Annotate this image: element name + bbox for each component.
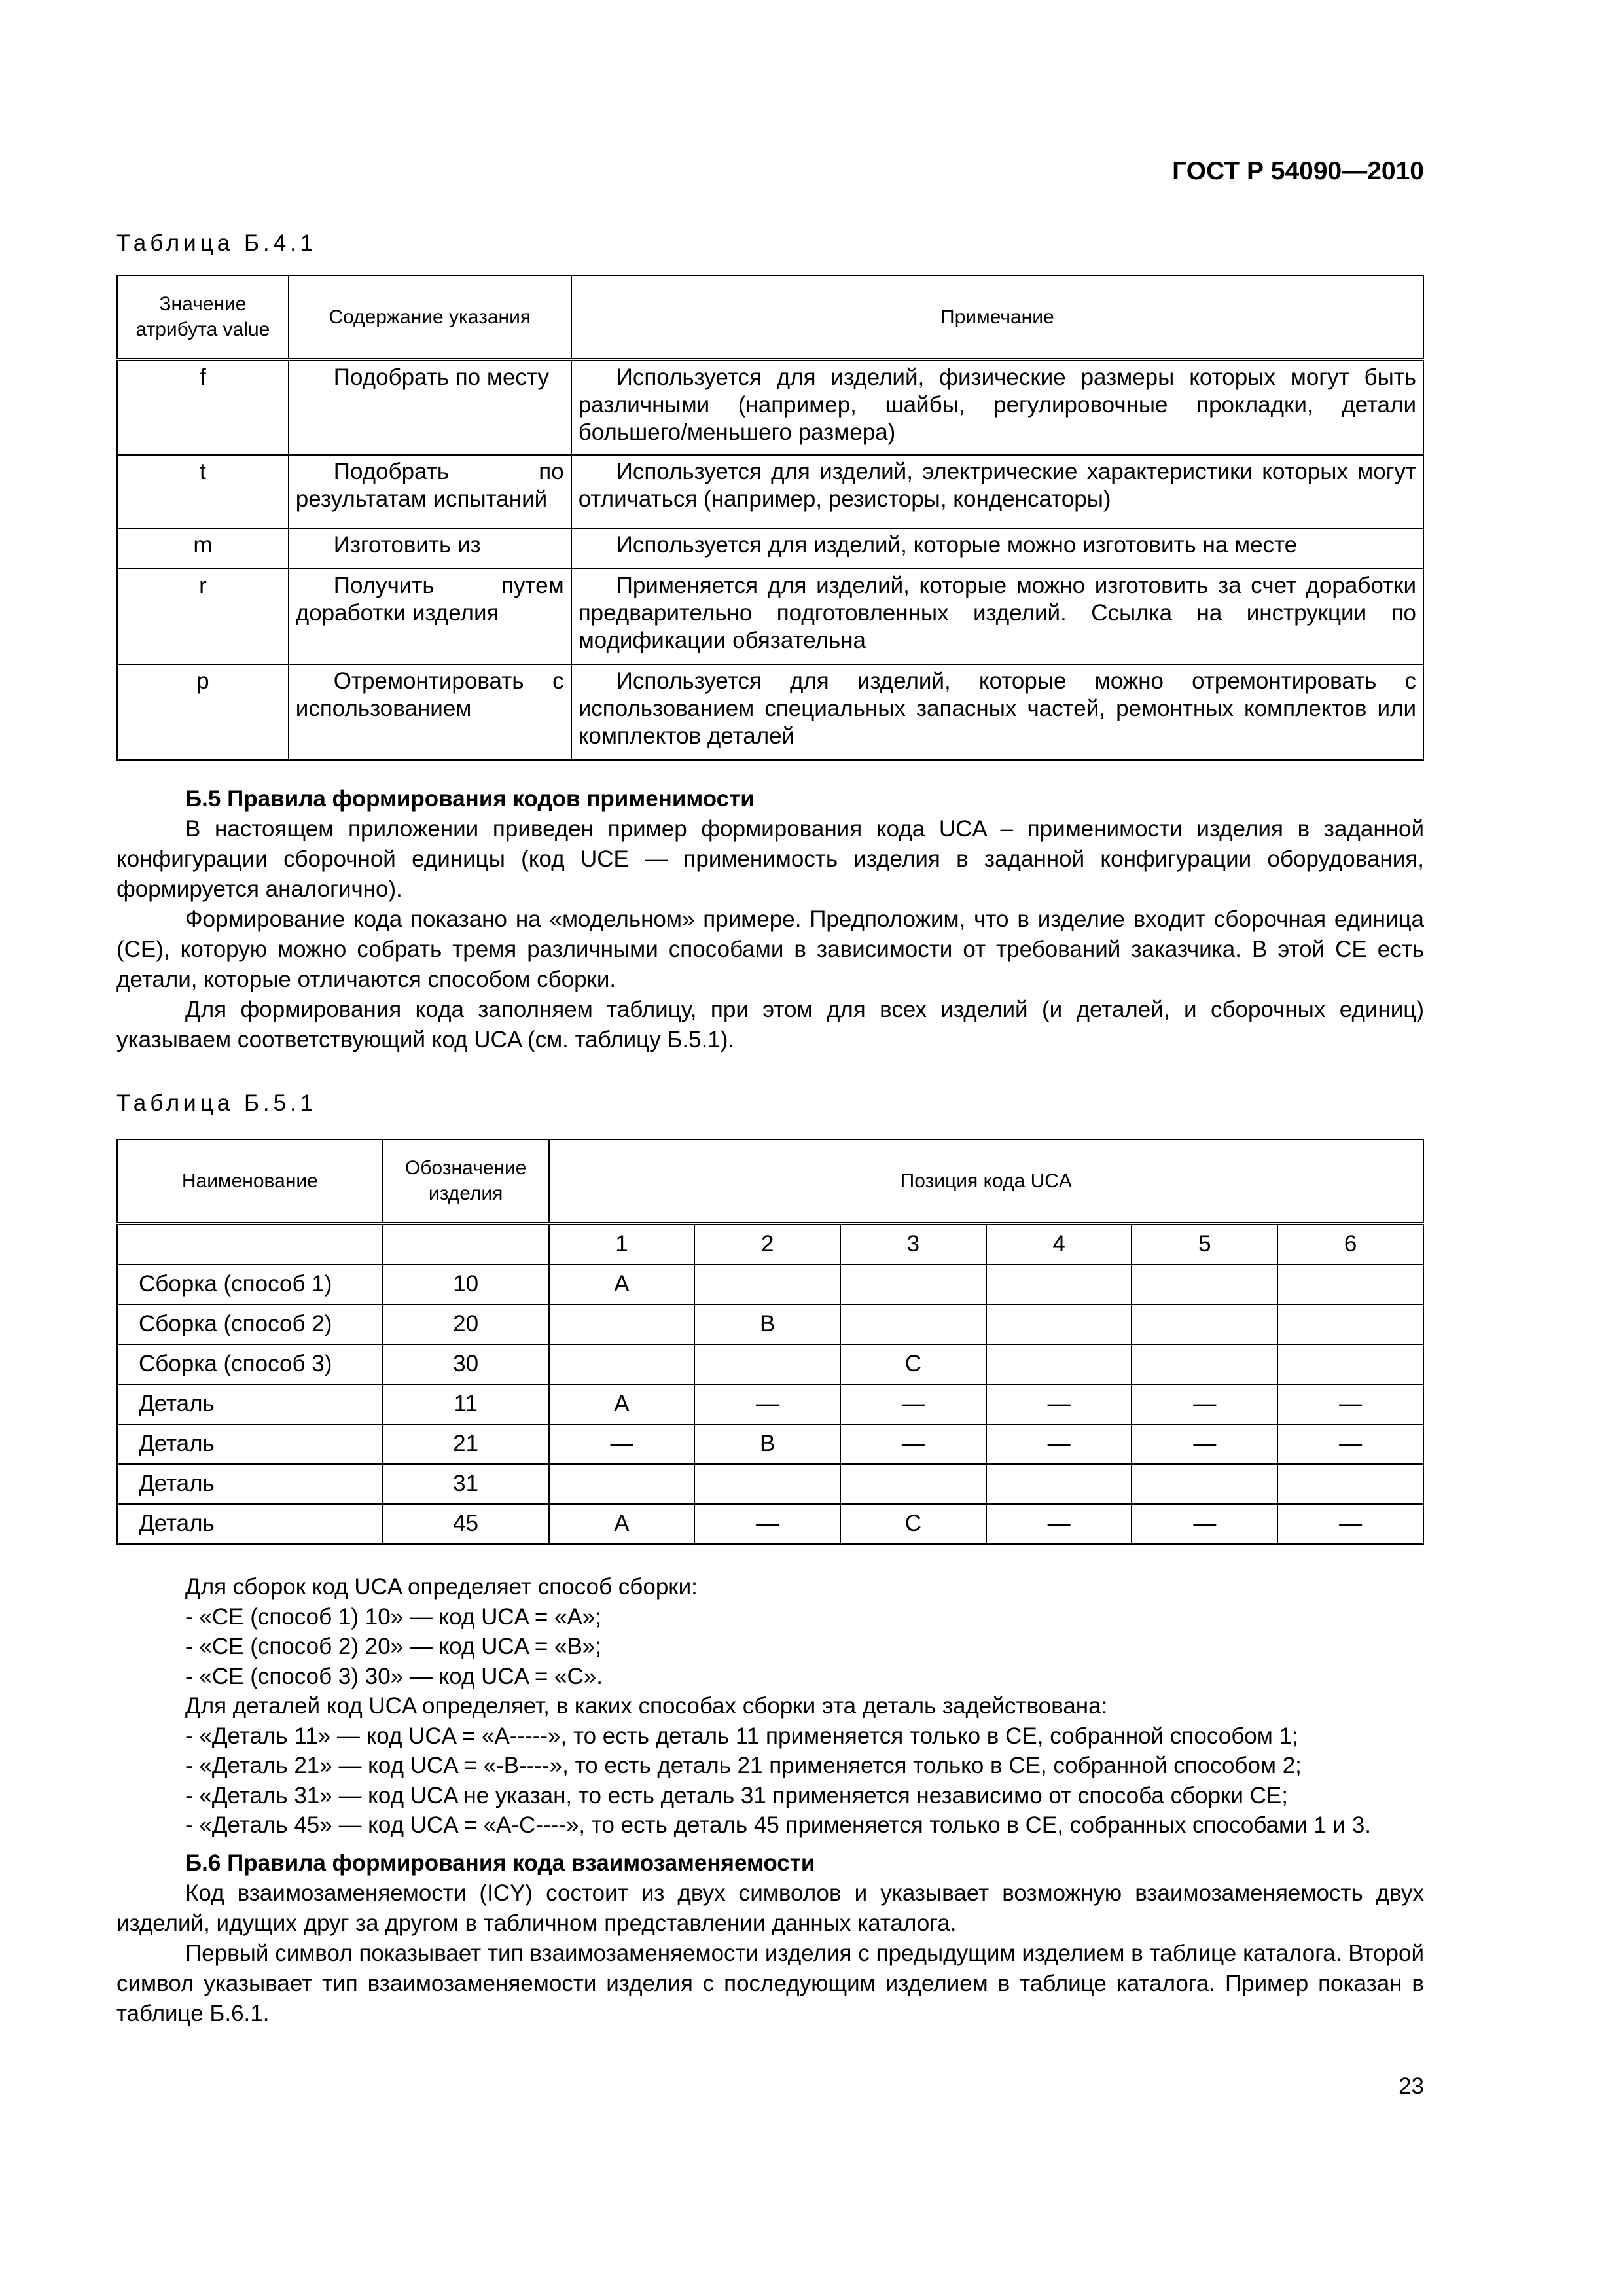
item-name: Деталь <box>117 1464 383 1504</box>
instruction-text: Изготовить из <box>289 528 571 569</box>
list-item: - «Деталь 21» — код UCA = «-B----», то есть деталь 21 применяется только в СЕ, собранной способом 2; <box>185 1753 1302 1778</box>
uca-code-cell <box>549 1304 695 1344</box>
uca-code-cell: — <box>694 1384 840 1424</box>
note-text: Используется для изделий, электрические характеристики которых могут отличаться (например, резисторы, конденсаторы) <box>571 455 1423 528</box>
uca-code-cell: — <box>1132 1384 1277 1424</box>
attribute-value: f <box>117 359 289 455</box>
uca-code-cell <box>986 1304 1132 1344</box>
table-row <box>117 664 1423 760</box>
uca-code-cell: — <box>840 1384 986 1424</box>
paragraph: Код взаимозаменяемости (ICY) состоит из двух символов и указывает возможную взаимозаменяемость двух изделий, идущих друг за другом в табличном представлении данных каталога. <box>116 1880 1424 1936</box>
list-item: - «СЕ (способ 2) 20» — код UCA = «B»; <box>185 1634 601 1659</box>
item-designation: 11 <box>383 1384 549 1424</box>
section-b5 <box>116 784 1424 1055</box>
uca-code-cell: B <box>694 1304 840 1344</box>
table-header-row <box>117 1139 1423 1223</box>
item-name: Сборка (способ 2) <box>117 1304 383 1344</box>
uca-code-cell: C <box>840 1504 986 1544</box>
paragraph: Первый символ показывает тип взаимозаменяемости изделия с предыдущим изделием в таблице каталога. Второй символ указывает тип взаимозаменяемости изделия с последующим изделием в таблице каталога. Пример показан в таблице Б.6.1. <box>116 1941 1424 2026</box>
table-row <box>117 455 1423 528</box>
table-b41 <box>116 275 1424 761</box>
uca-code-cell: — <box>694 1504 840 1544</box>
list-item: - «Деталь 11» — код UCA = «A-----», то есть деталь 11 применяется только в СЕ, собранной способом 1; <box>185 1723 1298 1749</box>
instruction-text: Подобрать по результатам испытаний <box>289 455 571 528</box>
uca-code-cell <box>840 1464 986 1504</box>
uca-code-cell: — <box>1277 1424 1423 1464</box>
note-text: Используется для изделий, которые можно изготовить на месте <box>571 528 1423 569</box>
uca-code-cell <box>986 1464 1132 1504</box>
instruction-text: Отремонтировать с использованием <box>289 664 571 760</box>
instruction-text: Получить путем доработки изделия <box>289 569 571 664</box>
uca-code-cell: — <box>986 1424 1132 1464</box>
attribute-value: p <box>117 664 289 760</box>
list-item: - «Деталь 45» — код UCA = «A-C----», то есть деталь 45 применяется только в СЕ, собранных способами 1 и 3. <box>185 1812 1372 1838</box>
note-text: Используется для изделий, физические размеры которых могут быть различными (например, шайбы, регулировочные прокладки, детали большего/меньшего размера) <box>571 359 1423 455</box>
uca-code-cell <box>1277 1304 1423 1344</box>
item-designation: 20 <box>383 1304 549 1344</box>
item-name: Деталь <box>117 1424 383 1464</box>
uca-code-cell: — <box>1132 1504 1277 1544</box>
column-header-note: Примечание <box>571 276 1423 359</box>
uca-code-cell: — <box>1277 1504 1423 1544</box>
document-code-header: ГОСТ Р 54090—2010 <box>1172 157 1424 185</box>
table-row <box>117 1424 1423 1464</box>
uca-code-cell <box>986 1265 1132 1304</box>
uca-code-cell <box>1132 1464 1277 1504</box>
item-designation: 10 <box>383 1265 549 1304</box>
uca-code-cell <box>1277 1464 1423 1504</box>
item-designation: 30 <box>383 1344 549 1384</box>
empty-cell <box>117 1223 383 1265</box>
attribute-value: m <box>117 528 289 569</box>
section-b6-title: Б.6 Правила формирования кода взаимозаменяемости <box>185 1850 815 1876</box>
uca-code-cell: — <box>840 1424 986 1464</box>
note-text: Используется для изделий, которые можно отремонтировать с использованием специальных запасных частей, ремонтных комплектов или комплектов деталей <box>571 664 1423 760</box>
table-row <box>117 1344 1423 1384</box>
paragraph: Формирование кода показано на «модельном» примере. Предположим, что в изделие входит сборочная единица (СЕ), которую можно собрать тремя различными способами в зависимости от требований заказчика. В этой СЕ есть детали, которые отличаются способом сборки. <box>116 906 1424 992</box>
column-header-value: Значение атрибута value <box>117 276 289 359</box>
page-number: 23 <box>1399 2073 1424 2099</box>
uca-code-cell: — <box>1132 1424 1277 1464</box>
column-header-instruction: Содержание указания <box>289 276 571 359</box>
attribute-value: t <box>117 455 289 528</box>
section-b5-title: Б.5 Правила формирования кодов применимости <box>185 786 755 812</box>
table-row <box>117 1384 1423 1424</box>
position-number-row <box>117 1223 1423 1265</box>
position-number: 3 <box>840 1223 986 1265</box>
empty-cell <box>383 1223 549 1265</box>
column-header-designation: Обозначение изделия <box>383 1139 549 1223</box>
uca-code-cell <box>1132 1265 1277 1304</box>
paragraph: Для формирования кода заполняем таблицу, при этом для всех изделий (и деталей, и сборочных единиц) указываем соответствующий код UCA (см. таблицу Б.5.1). <box>116 997 1424 1052</box>
list-item: Для сборок код UCA определяет способ сборки: <box>185 1574 698 1600</box>
uca-code-cell <box>549 1464 695 1504</box>
uca-code-cell <box>694 1464 840 1504</box>
table-row <box>117 1464 1423 1504</box>
uca-code-cell <box>694 1344 840 1384</box>
uca-code-cell <box>840 1265 986 1304</box>
table-b51 <box>116 1139 1424 1545</box>
uca-code-cell: B <box>694 1424 840 1464</box>
uca-code-cell <box>840 1304 986 1344</box>
table-row <box>117 359 1423 455</box>
item-name: Сборка (способ 3) <box>117 1344 383 1384</box>
section-b6 <box>116 1848 1424 2029</box>
list-item: Для деталей код UCA определяет, в каких способах сборки эта деталь задействована: <box>185 1693 1108 1719</box>
list-item: - «СЕ (способ 1) 10» — код UCA = «A»; <box>185 1604 601 1630</box>
table-row <box>117 1265 1423 1304</box>
item-name: Деталь <box>117 1504 383 1544</box>
item-name: Сборка (способ 1) <box>117 1265 383 1304</box>
uca-code-cell: — <box>986 1384 1132 1424</box>
uca-code-cell: — <box>549 1424 695 1464</box>
uca-explanation-list <box>116 1572 1424 1840</box>
list-item: - «СЕ (способ 3) 30» — код UCA = «C». <box>185 1663 603 1689</box>
position-number: 1 <box>549 1223 695 1265</box>
item-designation: 21 <box>383 1424 549 1464</box>
item-designation: 31 <box>383 1464 549 1504</box>
list-item: - «Деталь 31» — код UCA не указан, то есть деталь 31 применяется независимо от способа сборки СЕ; <box>185 1782 1288 1808</box>
table-header-row <box>117 276 1423 359</box>
uca-code-cell <box>1277 1265 1423 1304</box>
column-header-name: Наименование <box>117 1139 383 1223</box>
uca-code-cell <box>1132 1344 1277 1384</box>
uca-code-cell <box>1277 1344 1423 1384</box>
table-row <box>117 1304 1423 1344</box>
uca-code-cell: — <box>986 1504 1132 1544</box>
attribute-value: r <box>117 569 289 664</box>
note-text: Применяется для изделий, которые можно изготовить за счет доработки предварительно подготовленных изделий. Ссылка на инструкции по модификации обязательна <box>571 569 1423 664</box>
table-row <box>117 1504 1423 1544</box>
uca-code-cell <box>1132 1304 1277 1344</box>
item-designation: 45 <box>383 1504 549 1544</box>
position-number: 2 <box>694 1223 840 1265</box>
uca-code-cell <box>694 1265 840 1304</box>
position-number: 5 <box>1132 1223 1277 1265</box>
table-b41-caption: Таблица Б.4.1 <box>116 230 317 256</box>
instruction-text: Подобрать по месту <box>289 359 571 455</box>
uca-code-cell: A <box>549 1504 695 1544</box>
uca-code-cell <box>986 1344 1132 1384</box>
table-row <box>117 528 1423 569</box>
column-header-positions: Позиция кода UCA <box>549 1139 1423 1223</box>
position-number: 4 <box>986 1223 1132 1265</box>
table-row <box>117 569 1423 664</box>
item-name: Деталь <box>117 1384 383 1424</box>
uca-code-cell: A <box>549 1265 695 1304</box>
table-b51-caption: Таблица Б.5.1 <box>116 1090 317 1116</box>
uca-code-cell: — <box>1277 1384 1423 1424</box>
uca-code-cell: C <box>840 1344 986 1384</box>
uca-code-cell: A <box>549 1384 695 1424</box>
position-number: 6 <box>1277 1223 1423 1265</box>
paragraph: В настоящем приложении приведен пример формирования кода UCA – применимости изделия в заданной конфигурации сборочной единицы (код UCE — применимость изделия в заданной конфигурации оборудования, формируется аналогично). <box>116 816 1424 902</box>
uca-code-cell <box>549 1344 695 1384</box>
